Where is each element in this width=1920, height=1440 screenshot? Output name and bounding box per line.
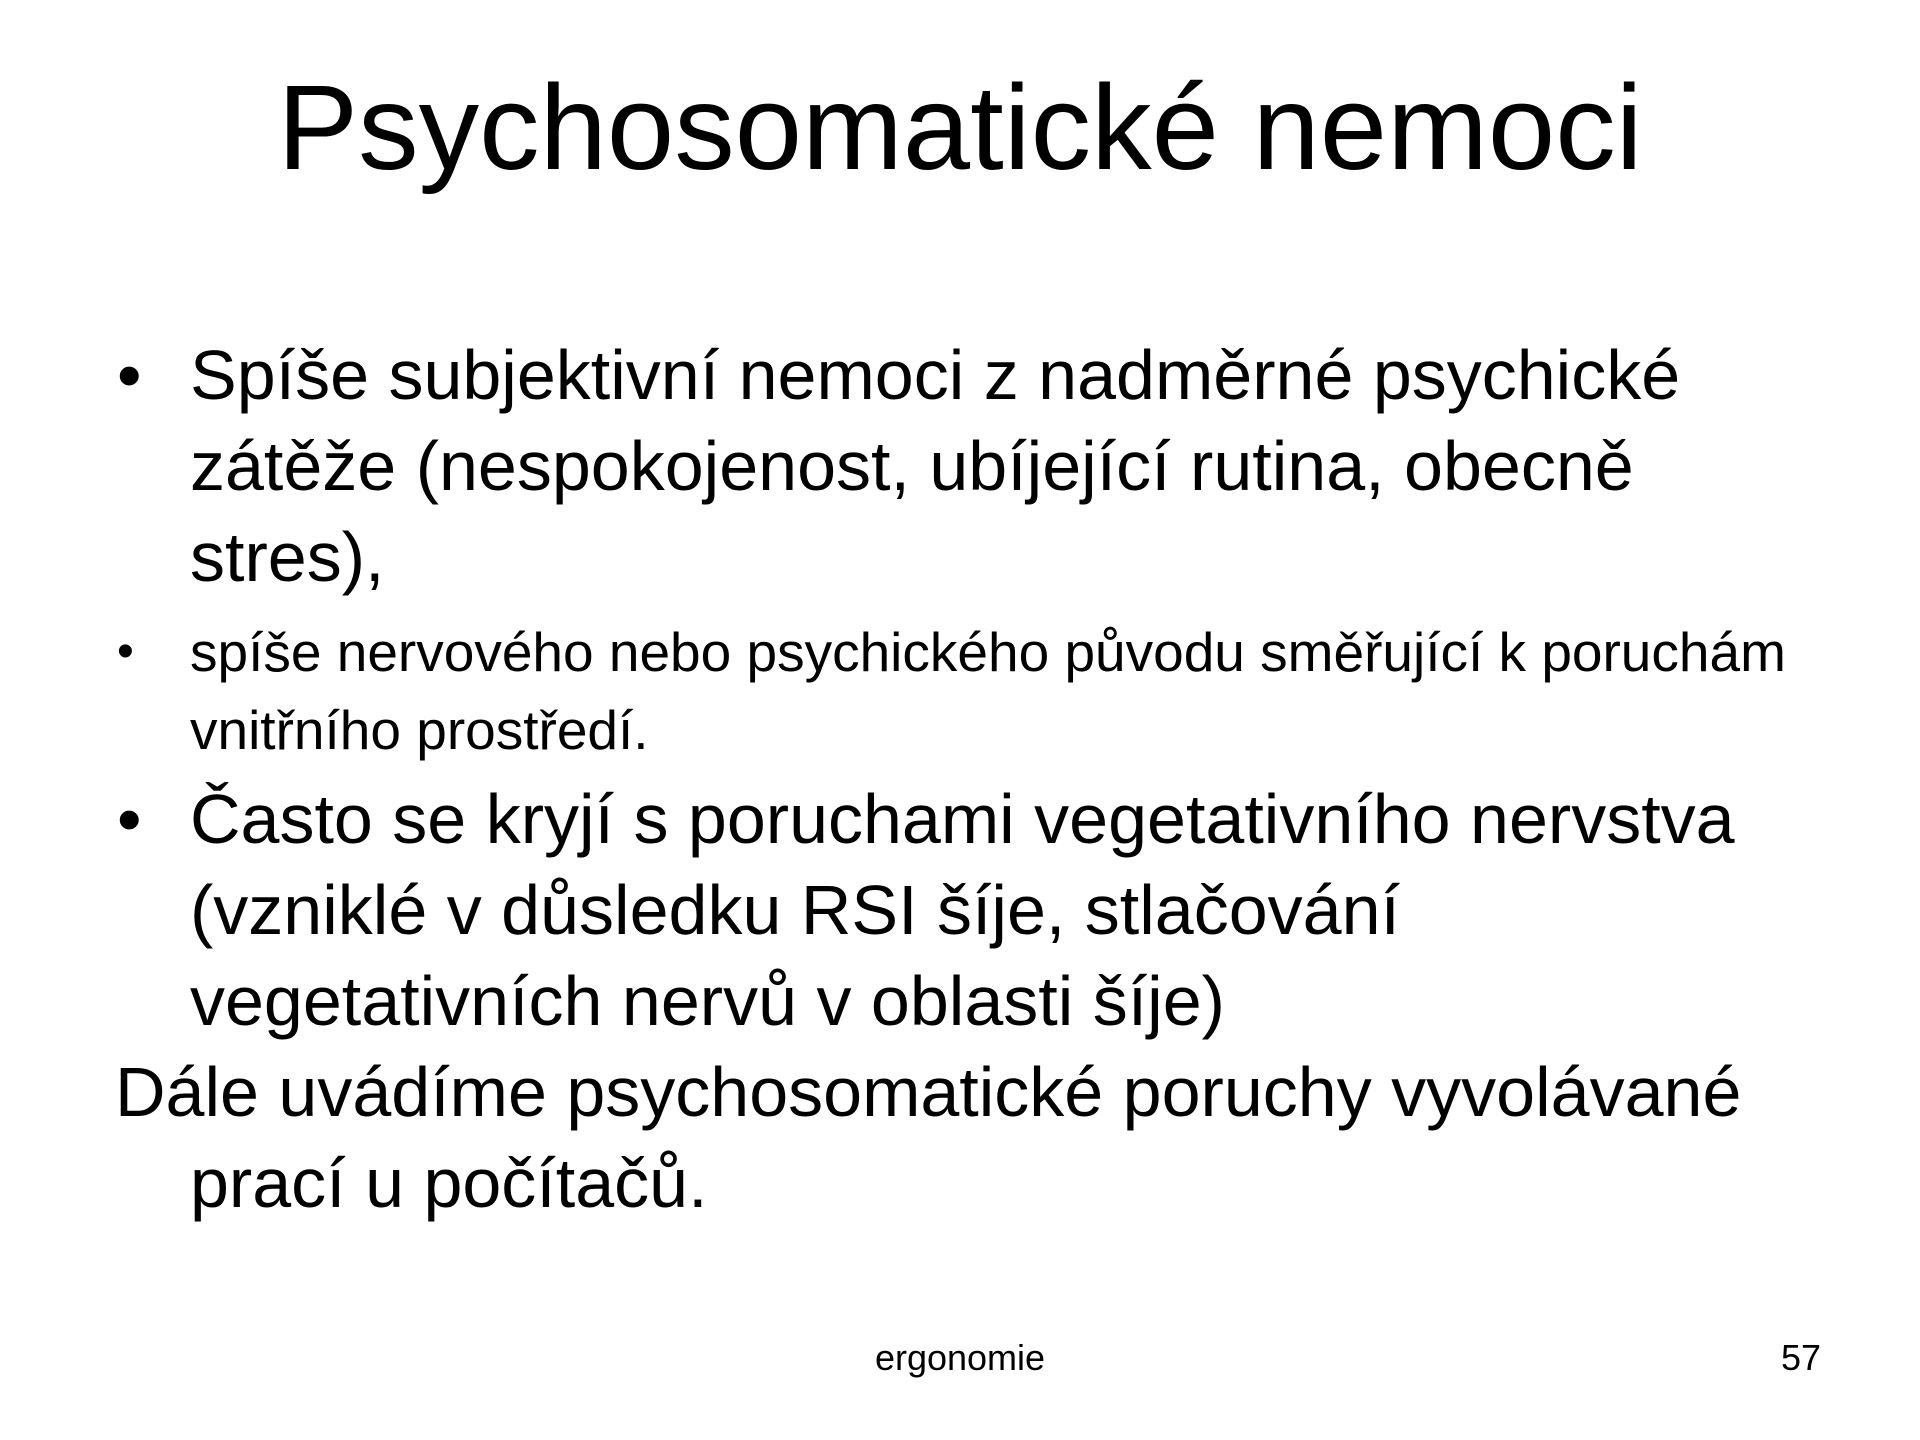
bullet-item-2 (115, 613, 1815, 769)
paragraph-item: Dále uvádíme psychosomatické poruchy vyvolávané prací u počítačů. (115, 1053, 1742, 1222)
bullet-text: spíše nervového nebo psychického původu směřující k poruchám vnitřního prostředí. (190, 621, 1786, 761)
page-number: 57 (1780, 1337, 1821, 1378)
bullet-marker: • (117, 625, 134, 678)
bullet-text: Často se kryjí s poruchami vegetativního nervstva (vzniklé v důsledku RSI šíje, stlačování vegetativních nervů v oblasti šíje) (190, 780, 1735, 1040)
footer-label: ergonomie (874, 1337, 1046, 1378)
bullet-item-3 (115, 774, 1815, 1047)
bullet-marker: • (117, 780, 142, 858)
slide-title: Psychosomatické nemoci (277, 59, 1643, 195)
bullet-text: Spíše subjektivní nemoci z nadměrné psychické zátěže (nespokojenost, ubíjející rutina, obecně stres), (190, 336, 1681, 596)
bullet-marker: • (117, 336, 142, 414)
slide-body (115, 330, 1815, 1229)
bullet-item-1 (115, 330, 1815, 603)
